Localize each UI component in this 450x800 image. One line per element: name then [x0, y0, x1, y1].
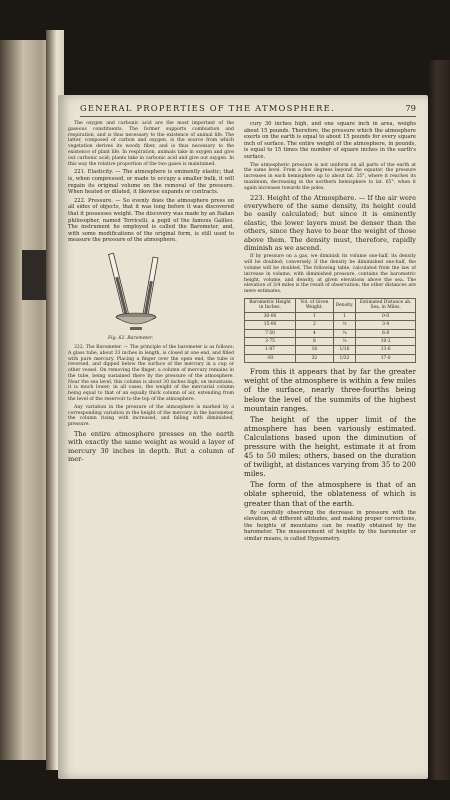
section-221-elasticity: 221. Elasticity. — The atmosphere is eminently elastic; that is, when compressed, or made to occupy a smaller bulk, it will regain its original volume on the removal of the pressure. When heated or dilated, it likewise expands or contracts.	[68, 169, 234, 196]
oblate-form-paragraph: The form of the atmosphere is that of an oblate spheroid, the oblateness of which is greater than that of the earth.	[244, 480, 416, 508]
table-header: Barometric Height in Inches.	[245, 298, 296, 312]
table-cell: 13·6	[356, 346, 416, 354]
atmosphere-mercury-paragraph: The entire atmosphere presses on the earth with exactly the same weight as would a layer of mercury 30 inches in depth. But a column of mer-	[68, 430, 234, 464]
table-row	[245, 338, 416, 346]
table-row	[245, 312, 416, 320]
table-cell: 6·8	[356, 329, 416, 337]
table-header-row	[245, 298, 416, 312]
table-cell: 10·2	[356, 338, 416, 346]
table-header: Estimated Distance ab. Sea, in Miles.	[356, 298, 416, 312]
table-cell: 8	[296, 338, 334, 346]
table-cell: 1/32	[333, 354, 356, 362]
three-fourths-paragraph: From this it appears that by far the greater weight of the atmosphere is within a few miles of the surface, nearly three-fourths being below the level of the summits of the highest mountain ranges.	[244, 367, 416, 413]
pressure-continued-paragraph: cury 30 inches high, and one square inch in area, weighs about 15 pounds. Therefore, the pressure which the atmosphere exerts on the earth is equal to about 15 pounds for every square inch of surface. The entire weight of the atmosphere, in pounds, is equal to 15 times the number of square inches in the earth's surface.	[244, 121, 416, 160]
table-cell: 3·75	[245, 338, 296, 346]
table-row	[245, 354, 416, 362]
pressure-variation-paragraph: Any variation in the pressure of the atmosphere is marked by a corresponding variation in the height of the mercury in the barometer, the column rising with increased, and falling with diminished, pressure.	[68, 404, 234, 428]
table-cell: 2	[296, 321, 334, 329]
figure-caption: Fig. 62. Barometer.	[108, 336, 154, 342]
barometer-illustration	[86, 247, 196, 333]
table-header: Vol. of Given Weight.	[296, 298, 334, 312]
table-cell: ·93	[245, 354, 296, 362]
table-cell: 3·4	[356, 321, 416, 329]
table-cell: 1/16	[333, 346, 356, 354]
table-cell: 17·0	[356, 354, 416, 362]
table-cell: 4	[296, 329, 334, 337]
page-number: 79	[405, 103, 416, 113]
intro-paragraph: The oxygen and carbonic acid are the most important of the gaseous constituents. The former supports combustion and respiration, and is thus necessary to the existence of animal life. The latter, composed of carbon and oxygen, is the source from which vegetation derives its woody fiber, and is thus necessary to the existence of plant life. In respiration, animals take in oxygen and give out carbonic acid; plants take in carbonic acid and give out oxygen. In this way the relative proportion of the two gases is maintained.	[68, 121, 234, 167]
book-cover-edge	[428, 60, 450, 780]
table-cell: 16	[296, 346, 334, 354]
uneven-pressure-paragraph: The atmospheric pressure is not uniform on all parts of the earth at the same level. From a few degrees beyond the equator, the pressure increases in each hemisphere up to about lat. 35°, where it reaches its maximum, decreasing in the northern hemisphere to lat. 65°, when it again increases towards the poles.	[244, 162, 416, 191]
table-cell: ⅛	[333, 338, 356, 346]
table-cell: 1·87	[245, 346, 296, 354]
table-row	[245, 329, 416, 337]
header-rule	[80, 116, 416, 117]
table-cell: 1	[296, 312, 334, 320]
table-cell: ¼	[333, 329, 356, 337]
barometric-height-table	[244, 298, 416, 363]
left-column	[68, 121, 234, 466]
barometer-description: 222. The Barometer. — The principle of the barometer is as follows: A glass tube, about 33 inches in length, is closed at one end, and filled with pure mercury. Placing a finger over the open end, the tube is reversed, and dipped below the surface of the mercury in a cup or other vessel. On removing the finger, a column of mercury remains in the tube, being sustained there by the pressure of the atmosphere. Near the sea level, this column is about 30 inches high; on mountains, it is much lower; in all cases, the weight of the mercurial column being equal to that of an equally thick column of air, extending from the level of the reservoir to the top of the atmosphere.	[68, 344, 234, 403]
density-law-paragraph: If by pressure on a gas, we diminish its volume one-half, its density will be doubled; conversely, if the density be diminished one-half, the volume will be doubled. The following table, calculated from the law of increase in volume, with diminished pressure, contains the barometric height, volume, and density, at given elevations above the sea. The elevation of 3/4 miles is the result of observation; the other distances are mere estimates.	[244, 254, 416, 295]
table-row	[245, 346, 416, 354]
table-cell: 30·00	[245, 312, 296, 320]
table-cell: 0·0	[356, 312, 416, 320]
table-cell: 32	[296, 354, 334, 362]
table-cell: 1	[333, 312, 356, 320]
page-header	[68, 103, 420, 117]
section-222-pressure: 222. Pressure. — So evenly does the atmosphere press on all sides of objects, that it was long before it was discovered that it possesses weight. The discovery was made by an Italian philosopher, named Torricelli, a pupil of the famous Galileo. The instrument he employed is called the Barometer, and, with some modifications of the original form, is still used to measure the pressure of the atmosphere.	[68, 197, 234, 244]
hypsometry-paragraph: By carefully observing the decrease in pressure with the elevation, at different altitudes, and making proper corrections, the heights of mountains can be readily obtained by the barometer. The measurement of heights by the barometer or similar means, is called Hypsometry.	[244, 509, 416, 542]
running-head: GENERAL PROPERTIES OF THE ATMOSPHERE.	[80, 103, 335, 113]
table-header: Density.	[333, 298, 356, 312]
right-column	[244, 121, 416, 545]
table-cell: 15·00	[245, 321, 296, 329]
book-page	[58, 95, 428, 779]
section-223-height: 223. Height of the Atmosphere. — If the air were everywhere of the same density, its height could be easily calculated; but since it is eminently elastic, the lower layers must be denser than the others, since they have to bear the weight of those above them. The density must, therefore, rapidly diminish as we ascend.	[244, 193, 416, 252]
table-cell: 7·50	[245, 329, 296, 337]
table-cell: ½	[333, 321, 356, 329]
upper-limit-paragraph: The height of the upper limit of the atmosphere has been variously estimated. Calculations based upon the diminution of pressure with the height, estimate it at from 45 to 50 miles; others, based on the duration of twilight, at distances varying from 35 to 200 miles.	[244, 414, 416, 479]
table-row	[245, 321, 416, 329]
barometer-figure	[68, 247, 234, 343]
